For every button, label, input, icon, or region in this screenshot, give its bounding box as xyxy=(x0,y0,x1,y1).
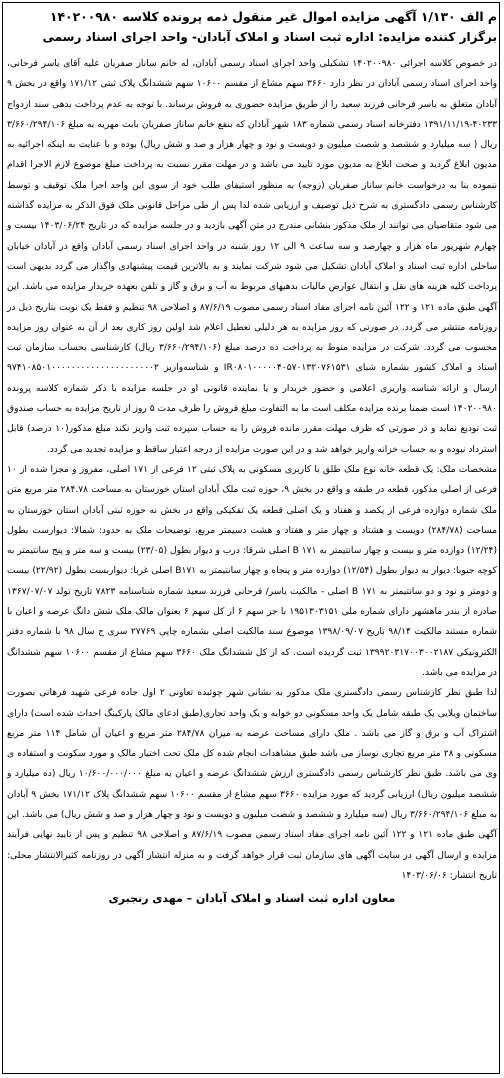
notice-body xyxy=(7,54,497,886)
expert-valuation-paragraph: لذا طبق نظر کارشناس رسمی دادگستری ملک مذکور به نشانی شهر چوئبده تعاونی ۲ اول جاده فرعی شهید فرهانی بصورت ساختمان ویلایی یک طبقه شامل یک واحد مسکونی دو خوابه و یک واحد تجاری(طبق ادعای مالک پارکینگ احداث شده است) دارای اشتراک آب و برق و گاز می باشد . ملک دارای مساحت عرصه به میزان ۲۸۴/۷۸ متر مربع و اعیان آن شامل ۱۱۴ متر مربع مسکونی و ۲۸ متر مربع تجاری نوساز می باشد طبق مشاهدات انجام شده کل ملک تحت اختیار مالک و مورد سکونت و استفاده ی وی می باشد. طبق نظر کارشناس رسمی دادگستری ارزش ششدانگ عرصه و اعیان به مبلغ ۱۰/۶۰۰/۰۰۰/۰۰۰ ریال (ده میلیارد و ششصد میلیون ریال) ارزیابی گردید که مورد مزایده ۳۶۶۰ سهم مشاع از مقسم ۱۰۶۰۰ سهم ششدانگ پلاک ۱۷۱/۱۲ بخش ۹ آبادان به مبلغ ۳/۶۶۰/۲۹۴/۱۰۶ ریال (سه میلیارد و ششصد و شصت میلیون و دویست و نود و چهار هزار و صد و شش ریال) می باشد. این آگهی طبق ماده ۱۲۱ و ۱۲۲ آئین نامه اجرای مفاد اسناد رسمی مصوب ۸۷/۶/۱۹ و اصلاحی ۹۸ تنظیم و پس از تایید نهایی فرآیند مزایده و ارسال آگهی در سایت آگهی های سازمان ثبت قرار خواهد گرفت و به منزله انتشار آگهی در روزنامه کثیرالانتشار محلی: تاریخ انتشار: ۱۴۰۳/۰۶/۰۶ xyxy=(7,688,498,881)
notice-organizer-line: برگزار کننده مزایده: اداره ثبت اسناد و املاک آبادان- واحد اجرای اسناد رسمی xyxy=(42,30,497,44)
signature-line: معاون اداره ثبت اسناد و املاک آبادان – مهدی رنجبری xyxy=(108,892,396,906)
notice-title: م الف ۱/۱۳۰ آگهی مزایده اموال غیر منقول ذمه پرونده کلاسه ۱۴۰۲۰۰۹۸۰ xyxy=(49,9,497,24)
auction-terms-paragraph: در خصوص کلاسه اجرائی ۱۴۰۲۰۰۹۸۰ تشکیلی واحد اجرای اسناد رسمی آبادان، له خانم ساناز صفریان علیه آقای یاسر فرحانی، واحد اجرای اسناد رسمی آبادان در نظر دارد ۳۶۶۰ سهم مشاع از مقسم ۱۰۶۰۰ سهم ششدانگ پلاک ثبتی ۱۷۱/۱۲ واقع در بخش ۹ آبادان متعلق به یاسر فرحانی فرزند سعید را از طریق مزایده حضوری به فروش برساند. با توجه به عدم پرداخت بدهی سند ازدواج ۴۰۲۳۳-۱۳۹۱/۱۱/۱۹ دفترخانه اسناد رسمی شماره ۱۸۳ شهر آبادان که بنفع خانم ساناز صفریان بابت مهریه به مبلغ ۳/۶۶۰/۲۹۴/۱۰۶ ریال ( سه میلیارد و ششصد و شصت میلیون و دویست و نود و چهار هزار و صد و شش ریال) بوده و با عنایت به اینکه اجرائیه به مدیون ابلاغ گردید و صحت ابلاغ به مدیون مورد تایید می باشد و در مهلت مقرر نسبت به پرداخت مبلغ موضوع لازم الاجرا اقدام ننموده بنا به درخواست خانم ساناز صفریان (زوجه) به منظور استیفای طلب خود از سوی این واحد اجرا ملک توقیف و توسط کارشناس رسمی دادگستری به شرح ذیل توصیف و ارزیابی شده لذا پس از طی مراحل قانونی ملک فوق الذکر به مزایده گذاشته می شود متقاضیان می توانند از ملک مذکور بنشانی مندرج در متن آگهی بازدید و در جلسه مزایده که در تاریخ ۱۴۰۳/۰۶/۲۴ بیست و چهارم شهریور ماه هزار و چهارصد و سه ساعت ۹ الی ۱۲ روز شنبه در واحد اجرای اسناد رسمی آبادان واقع در آبادان خیابان ساحلی اداره ثبت اسناد و املاک آبادان تشکیل می شود شرکت نمایند و به بالاترین قیمت پیشنهادی واگذار می گردد بدیهی است پرداخت کلیه هزینه های نقل و انتقال عوارض مالیات بدهیهای مربوط به آب و برق و گاز و تلفن بعهده خریدار مزایده می باشد. این آگهی طبق ماده ۱۲۱ و ۱۲۲ آئین نامه اجرای مفاد اسناد رسمی مصوب ۸۷/۶/۱۹ و اصلاحی ۹۸ تنظیم و فقط یک نوبت بتاریخ ذیل در روزنامه منتشر می گردد. در صورتی که روز مزایده به هر دلیلی تعطیل اعلام شد اولین روز کاری بعد از آن به عنوان روز مزایده محسوب می گردد. شرکت در مزایده منوط به پرداخت ده درصد مبلغ (۳/۶۶۰/۲۹۴/۱۰۶ ریال) کارشناسی بحساب سازمان ثبت اسناد و املاک کشور بشماره شبای IR۰۸۰۱۰۰۰۰۰۴۰۵۷۰۱۳۲۰۷۶۱۵۳۱ و شناسه‌واریز ۹۷۴۱۰۸۵۰۱۰۰۰۰۰۰۰۰۰۰۰۰۰۰۰۰۰۰۰۰۰۲ ارسال و ارائه شناسه واریزی اعلامی و حضور خریدار و یا نماینده قانونی او در جلسه مزایده با ذکر شماره کلاسه پرونده ۱۴۰۲۰۰۹۸۰ است ضمنا برنده مزایده مکلف است ما به التفاوت مبلغ فروش را ظرف مدت ۵ روز از تاریخ مزایده به حساب صندوق ثبت تودیع نماید و در صورتی که ظرف مهلت مقرر مانده فروش را به حساب سپرده ثبت واریز نکند مبلغ مذکور(۱۰ درصد) قابل استرداد نبوده و به حساب خزانه واریز خواهد شد و در این صورت مزایده از درجه اعتبار ساقط و مزایده تجدید می گردد. xyxy=(7,59,498,455)
property-specs-paragraph: مشخصات ملک: یک قطعه خانه نوع ملک طلق با کاربری مسکونی به پلاک ثبتی ۱۲ فرعی از ۱۷۱ اصلی، مفروز و مجزا شده از ۱۰ فرعی از اصلی مذکور، قطعه در طبقه و واقع در بخش ۹، حوزه ثبت ملک آبادان استان خوزستان به مساحت ۲۸۴.۷۸ متر مربع متن ملک شماره دوازده فرعی از یکصد و هفتاد و یک اصلی قطعه یک تفکیکی واقع در بخش نه حوزه ثبتی آبادان استان خوزستان به مساحت (۲۸۴/۷۸) دویست و هشتاد و چهار متر و هفتاد و هشت دسیمتر مربع، توضیحات ملک به حدود: شمالا: دیوارست بطول (۱۲/۲۴) دوازده متر و بیست و چهار سانتیمتر به B ۱۷۱ اصلی شرقا: درب و دیوار بطول (۲۳/۰۵) بیست و سه متر و پنج سانتیمتر به کوچه جنوبا: دیوار به دیوار بطول (۱۲/۵۴) دوازده متر و پنجاه و چهار سانتیمتر به B۱۷۱ اصلی غربا: دیواربست بطول (۲۲/۹۲) بیست و دومتر و نود و دو سانتیمتر به B ۱۷۱ اصلی - مالکیت یاسر/ فرحانی فرزند سعید شماره شناسنامه ۷۸۲۳ تاریخ تولد ۱۳۶۷/۰۷/۰۷ صادره از بندر ماهشهر دارای شماره ملی ۱۹۵۱۳۰۳۱۵۱ با جز سهم ۶ از کل سهم ۶ بعنوان مالک ملک شش دانگ عرصه و اعیان با شماره مستند مالکیت ۹۸/۱۴ تاریخ ۱۳۹۸/۰۹/۰۷ موضوع سند مالکیت اصلی بشماره چاپی ۲۷۷۶۹ سری ج سال ۹۸ با شماره دفتر الکترونیکی ۱۳۹۹۲۰۳۱۷۰۰۳۰۰۲۱۸۷ ثبت گردیده است. که از کل ششدانگ ملک ۳۶۶۰ سهم مشاع از مقسم ۱۰۶۰۰ سهم ششدانگ در مزایده می باشد. xyxy=(7,464,498,678)
